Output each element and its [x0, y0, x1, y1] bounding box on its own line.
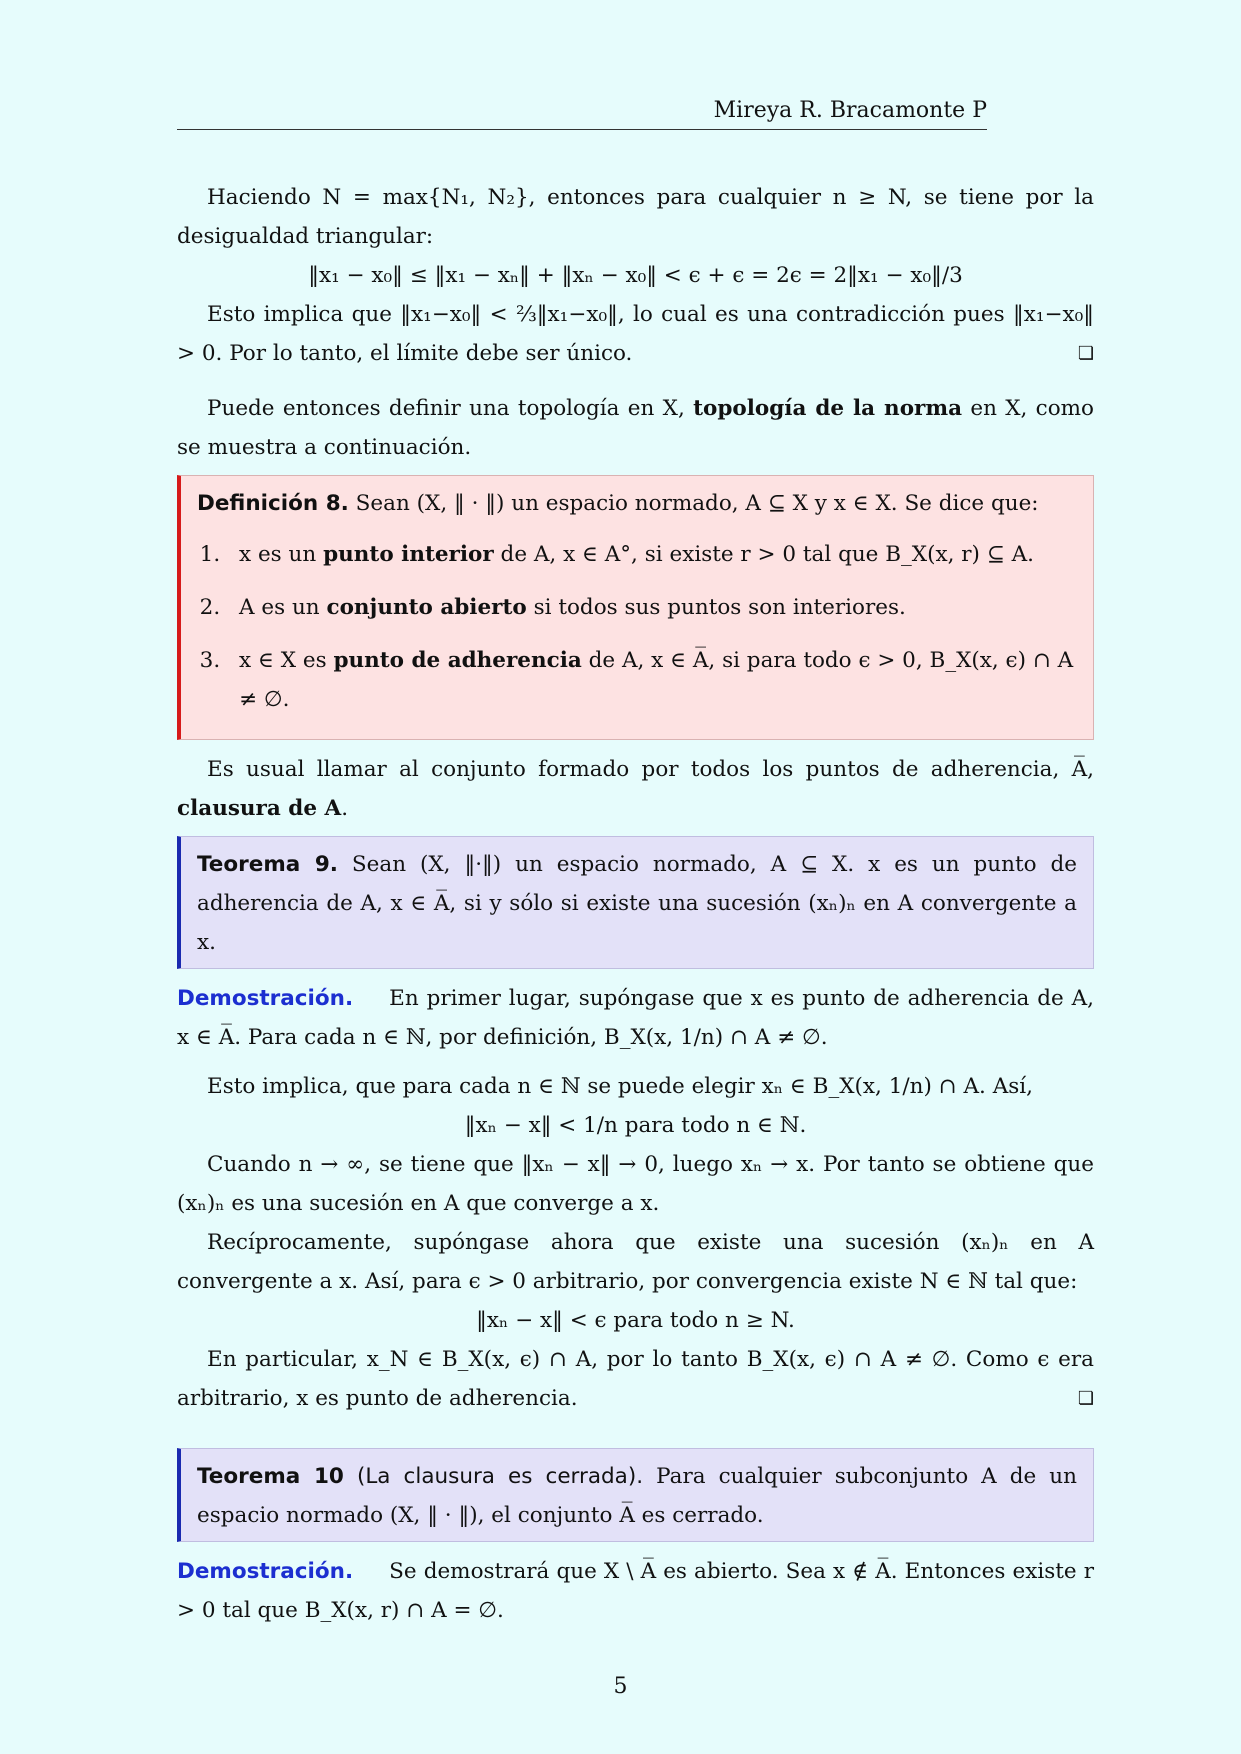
- running-header: [177, 98, 987, 130]
- page-body: [177, 178, 1094, 1630]
- theorem-10-label: Teorema 10: [197, 1464, 344, 1489]
- proof-9-p1: Demostración. En primer lugar, supóngase que x es punto de adherencia de A, x ∈ A̅. Para cada n ∈ ℕ, por definición, B_X(x, 1/n) ∩ A ≠ ∅.: [177, 986, 1094, 1050]
- paragraph-max: Haciendo N = max{N₁, N₂}, entonces para cualquier n ≥ N, se tiene por la desigualdad triangular:: [177, 185, 1094, 249]
- paragraph-contradiction-text: Esto implica que ‖x₁−x₀‖ < ⅔‖x₁−x₀‖, lo cual es una contradicción pues ‖x₁−x₀‖ > 0. Por lo tanto, el límite debe ser único.: [177, 302, 1094, 366]
- proof-10-label: Demostración.: [177, 1559, 354, 1584]
- theorem-10-box: [177, 1448, 1094, 1542]
- theorem-9: [197, 845, 1077, 962]
- page-number: 5: [613, 1674, 628, 1699]
- definition-box: [177, 475, 1094, 740]
- theorem-9-label: Teorema 9.: [197, 852, 338, 877]
- topologia-text-end: en X, como se muestra a continuación.: [177, 396, 1094, 460]
- header-author: Mireya R. Bracamonte P: [713, 98, 987, 123]
- theorem-10: [197, 1457, 1077, 1535]
- definition-intro-text: Sean (X, ‖ · ‖) un espacio normado, A ⊆ X y x ∈ X. Se dice que:: [348, 491, 1039, 516]
- qed-symbol: ❏: [1077, 343, 1094, 364]
- theorem-9-text: Sean (X, ‖·‖) un espacio normado, A ⊆ X. x es un punto de adherencia de A, x ∈ A̅, si y sólo si existe una sucesión (xₙ)ₙ en A convergente a x.: [197, 852, 1077, 955]
- paragraph-contradiction: [177, 295, 1094, 373]
- proof-9-p3: Cuando n → ∞, se tiene que ‖xₙ − x‖ → 0, luego xₙ → x. Por tanto se obtiene que (xₙ)ₙ es una sucesión en A que converge a x.: [177, 1152, 1094, 1216]
- definition-item: 3. x ∈ X es punto de adherencia de A, x ∈ A̅, si para todo ϵ > 0, B_X(x, ϵ) ∩ A ≠ ∅.: [227, 641, 1077, 719]
- definition-item: 2. A es un conjunto abierto si todos sus puntos son interiores.: [227, 588, 1077, 627]
- clausura-bold: clausura de A: [177, 796, 342, 821]
- equation-epsilon: ‖xₙ − x‖ < ϵ para todo n ≥ N.: [476, 1308, 795, 1333]
- topologia-text: Puede entonces definir una topología en X,: [207, 396, 694, 421]
- theorem-10-name: (La clausura es cerrada).: [343, 1464, 644, 1489]
- equation-triangular: ‖x₁ − x₀‖ ≤ ‖x₁ − xₙ‖ + ‖xₙ − x₀‖ < ϵ + ϵ = 2ϵ = 2‖x₁ − x₀‖/3: [308, 263, 963, 288]
- proof-9-label: Demostración.: [177, 986, 354, 1011]
- theorem-10-text: Para cualquier subconjunto A de un espacio normado (X, ‖ · ‖), el conjunto A̅ es cerrado.: [197, 1464, 1077, 1528]
- clausura-end: .: [341, 796, 349, 821]
- definition-intro: [197, 484, 1077, 523]
- equation-1-over-n: ‖xₙ − x‖ < 1/n para todo n ∈ ℕ.: [464, 1113, 807, 1138]
- paragraph-topologia: [177, 389, 1094, 467]
- proof-9-p2: Esto implica, que para cada n ∈ ℕ se puede elegir xₙ ∈ B_X(x, 1/n) ∩ A. Así,: [207, 1074, 1033, 1099]
- proof-9-p5: En particular, x_N ∈ B_X(x, ϵ) ∩ A, por lo tanto B_X(x, ϵ) ∩ A ≠ ∅. Como ϵ era arbitrario, x es punto de adherencia. ❏: [177, 1340, 1094, 1418]
- theorem-9-box: [177, 836, 1094, 969]
- topologia-bold: topología de la norma: [693, 396, 963, 421]
- paragraph-clausura: [177, 750, 1094, 828]
- proof-10: Demostración. Se demostrará que X \ A̅ es abierto. Sea x ∉ A̅. Entonces existe r > 0 tal que B_X(x, r) ∩ A = ∅.: [177, 1559, 1094, 1623]
- definition-item: 1. x es un punto interior de A, x ∈ A°, si existe r > 0 tal que B_X(x, r) ⊆ A.: [227, 535, 1077, 574]
- qed-symbol: ❏: [1077, 1388, 1094, 1409]
- proof-9-p4: Recíprocamente, supóngase ahora que existe una sucesión (xₙ)ₙ en A convergente a x. Así, para ϵ > 0 arbitrario, por convergencia existe N ∈ ℕ tal que:: [177, 1230, 1094, 1294]
- definition-list: [197, 535, 1077, 719]
- clausura-text: Es usual llamar al conjunto formado por todos los puntos de adherencia, A̅,: [207, 757, 1094, 782]
- definition-label: Definición 8.: [197, 491, 349, 516]
